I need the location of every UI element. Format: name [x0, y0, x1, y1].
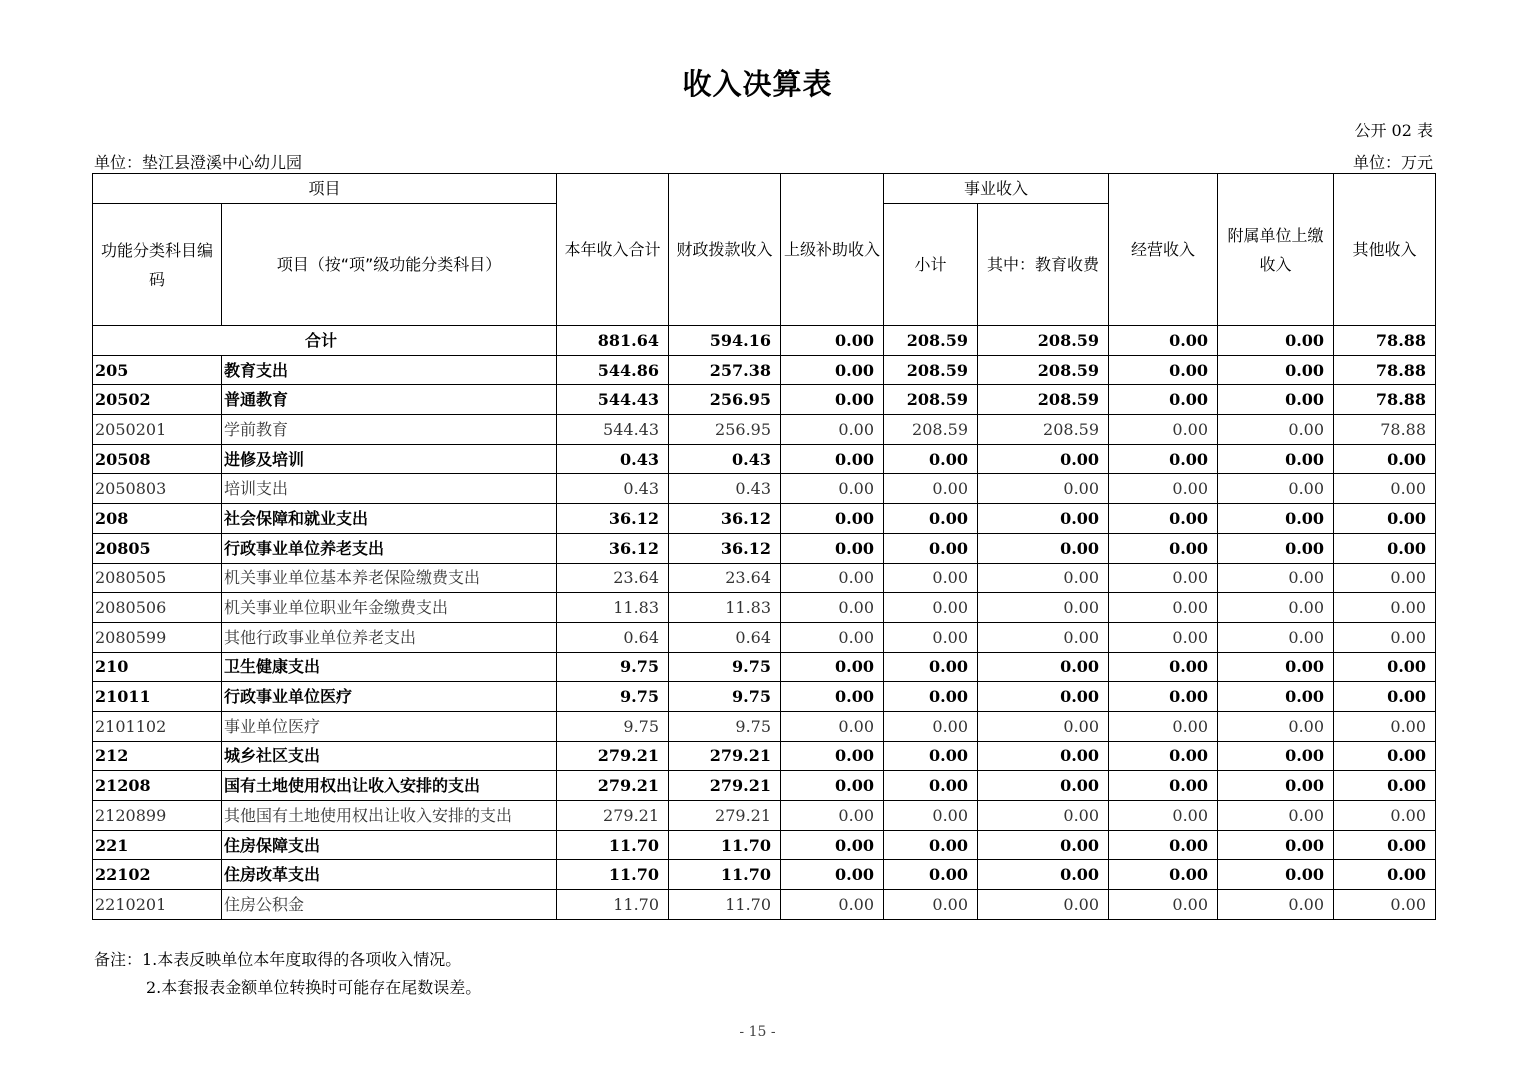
item-name-cell: 行政事业单位养老支出: [222, 533, 557, 563]
amount-cell: 279.21: [557, 741, 669, 771]
amount-cell: 0.00: [1334, 563, 1436, 593]
amount-cell: 0.00: [1334, 890, 1436, 920]
amount-cell: 544.43: [557, 385, 669, 415]
amount-cell: 0.00: [781, 860, 884, 890]
amount-cell: 0.00: [884, 504, 978, 534]
amount-cell: 0.00: [1218, 860, 1334, 890]
table-row: [93, 890, 1436, 920]
money-unit: 单位：万元: [1352, 153, 1433, 172]
amount-cell: 0.00: [1218, 533, 1334, 563]
amount-cell: 0.00: [1218, 830, 1334, 860]
amount-cell: 0.00: [978, 444, 1109, 474]
amount-cell: 0.00: [884, 652, 978, 682]
amount-cell: 0.00: [781, 652, 884, 682]
amount-cell: 0.00: [1218, 444, 1334, 474]
amount-cell: 0.00: [781, 563, 884, 593]
amount-cell: 0.00: [978, 830, 1109, 860]
header-project: 项目: [93, 174, 557, 204]
amount-cell: 0.00: [1218, 474, 1334, 504]
amount-cell: 0.00: [884, 593, 978, 623]
amount-cell: 11.83: [669, 593, 781, 623]
function-code-cell: 2080506: [93, 593, 222, 623]
item-name-cell: 机关事业单位职业年金缴费支出: [222, 593, 557, 623]
amount-cell: 279.21: [557, 801, 669, 831]
amount-cell: 0.00: [1109, 890, 1218, 920]
amount-cell: 0.00: [884, 830, 978, 860]
amount-cell: 208.59: [978, 385, 1109, 415]
amount-cell: 0.00: [1109, 533, 1218, 563]
amount-cell: 9.75: [557, 711, 669, 741]
amount-cell: 0.00: [1109, 622, 1218, 652]
amount-cell: 208.59: [978, 415, 1109, 445]
function-code-cell: 208: [93, 504, 222, 534]
amount-cell: 0.00: [1109, 860, 1218, 890]
amount-cell: 0.00: [1218, 652, 1334, 682]
amount-cell: 0.00: [1109, 771, 1218, 801]
note-line-1: 备注：1.本表反映单位本年度取得的各项收入情况。: [94, 950, 462, 969]
amount-cell: 0.00: [1334, 474, 1436, 504]
function-code-cell: 20502: [93, 385, 222, 415]
header-total-income: 本年收入合计: [557, 174, 669, 326]
table-row: [93, 801, 1436, 831]
amount-cell: 0.00: [1218, 801, 1334, 831]
amount-cell: 0.00: [1218, 355, 1334, 385]
item-name-cell: 国有土地使用权出让收入安排的支出: [222, 771, 557, 801]
amount-cell: 0.00: [781, 771, 884, 801]
amount-cell: 0.00: [1218, 711, 1334, 741]
amount-cell: 0.00: [781, 415, 884, 445]
note-line-2: 2.本套报表金额单位转换时可能存在尾数误差。: [146, 978, 482, 997]
item-name-cell: 事业单位医疗: [222, 711, 557, 741]
item-name-cell: 行政事业单位医疗: [222, 682, 557, 712]
amount-cell: 0.00: [978, 474, 1109, 504]
amount-cell: 0.00: [1109, 504, 1218, 534]
item-name-cell: 机关事业单位基本养老保险缴费支出: [222, 563, 557, 593]
amount-cell: 0.00: [978, 563, 1109, 593]
amount-cell: 0.00: [781, 682, 884, 712]
header-operating-income: 经营收入: [1109, 174, 1218, 326]
function-code-cell: 2210201: [93, 890, 222, 920]
header-subtotal: 小计: [884, 204, 978, 326]
total-cell: 208.59: [978, 326, 1109, 356]
total-cell: 881.64: [557, 326, 669, 356]
total-cell: 0.00: [781, 326, 884, 356]
item-name-cell: 进修及培训: [222, 444, 557, 474]
function-code-cell: 2080599: [93, 622, 222, 652]
amount-cell: 0.00: [884, 771, 978, 801]
header-education-fee: 其中：教育收费: [978, 204, 1109, 326]
table-row: [93, 860, 1436, 890]
amount-cell: 0.00: [1109, 474, 1218, 504]
table-row: [93, 711, 1436, 741]
header-other-income: 其他收入: [1334, 174, 1436, 326]
header-fiscal-appropriation: 财政拨款收入: [669, 174, 781, 326]
amount-cell: 36.12: [669, 504, 781, 534]
amount-cell: 544.86: [557, 355, 669, 385]
amount-cell: 9.75: [557, 682, 669, 712]
amount-cell: 0.00: [781, 890, 884, 920]
function-code-cell: 210: [93, 652, 222, 682]
amount-cell: 208.59: [884, 415, 978, 445]
table-row: [93, 385, 1436, 415]
amount-cell: 0.00: [781, 741, 884, 771]
function-code-cell: 2120899: [93, 801, 222, 831]
item-name-cell: 学前教育: [222, 415, 557, 445]
amount-cell: 0.00: [1109, 711, 1218, 741]
item-name-cell: 教育支出: [222, 355, 557, 385]
amount-cell: 0.43: [669, 444, 781, 474]
amount-cell: 0.00: [1218, 563, 1334, 593]
amount-cell: 23.64: [669, 563, 781, 593]
total-row: [93, 326, 1436, 356]
item-name-cell: 其他国有土地使用权出让收入安排的支出: [222, 801, 557, 831]
amount-cell: 0.00: [1334, 593, 1436, 623]
item-name-cell: 住房改革支出: [222, 860, 557, 890]
amount-cell: 0.00: [1109, 741, 1218, 771]
amount-cell: 0.00: [1218, 504, 1334, 534]
amount-cell: 208.59: [884, 355, 978, 385]
amount-cell: 0.00: [884, 741, 978, 771]
page-title: 收入决算表: [682, 67, 833, 101]
amount-cell: 0.00: [978, 533, 1109, 563]
amount-cell: 0.00: [1218, 385, 1334, 415]
amount-cell: 0.00: [884, 860, 978, 890]
amount-cell: 0.00: [1334, 711, 1436, 741]
item-name-cell: 其他行政事业单位养老支出: [222, 622, 557, 652]
amount-cell: 36.12: [669, 533, 781, 563]
table-row: [93, 563, 1436, 593]
amount-cell: 208.59: [884, 385, 978, 415]
page-number: - 15 -: [739, 1024, 776, 1040]
amount-cell: 0.00: [781, 355, 884, 385]
table-row: [93, 652, 1436, 682]
amount-cell: 0.00: [781, 385, 884, 415]
table-row: [93, 622, 1436, 652]
function-code-cell: 22102: [93, 860, 222, 890]
notes: [94, 946, 481, 1002]
income-statement-table: [92, 173, 1436, 920]
amount-cell: 36.12: [557, 504, 669, 534]
amount-cell: 11.70: [557, 890, 669, 920]
function-code-cell: 2050803: [93, 474, 222, 504]
amount-cell: 9.75: [669, 682, 781, 712]
amount-cell: 0.00: [1334, 801, 1436, 831]
function-code-cell: 21011: [93, 682, 222, 712]
item-name-cell: 社会保障和就业支出: [222, 504, 557, 534]
item-name-cell: 城乡社区支出: [222, 741, 557, 771]
amount-cell: 0.00: [1109, 682, 1218, 712]
amount-cell: 0.64: [669, 622, 781, 652]
function-code-cell: 2080505: [93, 563, 222, 593]
table-row: [93, 771, 1436, 801]
amount-cell: 0.00: [978, 771, 1109, 801]
item-name-cell: 普通教育: [222, 385, 557, 415]
amount-cell: 0.00: [1109, 563, 1218, 593]
item-name-cell: 卫生健康支出: [222, 652, 557, 682]
amount-cell: 544.43: [557, 415, 669, 445]
amount-cell: 0.00: [978, 593, 1109, 623]
amount-cell: 208.59: [978, 355, 1109, 385]
amount-cell: 0.00: [1109, 444, 1218, 474]
amount-cell: 279.21: [669, 801, 781, 831]
amount-cell: 0.00: [1218, 741, 1334, 771]
item-name-cell: 培训支出: [222, 474, 557, 504]
total-cell: 0.00: [1109, 326, 1218, 356]
amount-cell: 0.00: [1334, 682, 1436, 712]
total-label: 合计: [93, 326, 557, 356]
amount-cell: 0.00: [1109, 385, 1218, 415]
amount-cell: 257.38: [669, 355, 781, 385]
table-row: [93, 682, 1436, 712]
amount-cell: 0.00: [978, 504, 1109, 534]
total-cell: 208.59: [884, 326, 978, 356]
function-code-cell: 2101102: [93, 711, 222, 741]
table-row: [93, 474, 1436, 504]
total-cell: 78.88: [1334, 326, 1436, 356]
amount-cell: 11.70: [557, 860, 669, 890]
amount-cell: 0.00: [884, 563, 978, 593]
amount-cell: 11.70: [557, 830, 669, 860]
amount-cell: 0.00: [978, 622, 1109, 652]
amount-cell: 0.00: [781, 830, 884, 860]
amount-cell: 78.88: [1334, 415, 1436, 445]
amount-cell: 23.64: [557, 563, 669, 593]
header-superior-subsidy: 上级补助收入: [781, 174, 884, 326]
header-item-name: 项目（按“项”级功能分类科目）: [222, 204, 557, 326]
amount-cell: 0.00: [978, 652, 1109, 682]
function-code-cell: 212: [93, 741, 222, 771]
function-code-cell: 2050201: [93, 415, 222, 445]
function-code-cell: 20805: [93, 533, 222, 563]
amount-cell: 279.21: [669, 741, 781, 771]
amount-cell: 0.00: [884, 474, 978, 504]
amount-cell: 0.00: [978, 890, 1109, 920]
amount-cell: 0.43: [669, 474, 781, 504]
amount-cell: 9.75: [557, 652, 669, 682]
amount-cell: 0.00: [978, 711, 1109, 741]
header-business-income: 事业收入: [884, 174, 1109, 204]
total-cell: 0.00: [1218, 326, 1334, 356]
table-row: [93, 830, 1436, 860]
amount-cell: 279.21: [669, 771, 781, 801]
amount-cell: 0.00: [884, 533, 978, 563]
amount-cell: 0.00: [978, 801, 1109, 831]
amount-cell: 0.00: [884, 890, 978, 920]
amount-cell: 0.00: [1218, 771, 1334, 801]
amount-cell: 0.00: [1109, 415, 1218, 445]
function-code-cell: 21208: [93, 771, 222, 801]
amount-cell: 0.00: [1109, 593, 1218, 623]
amount-cell: 0.00: [1334, 652, 1436, 682]
function-code-cell: 20508: [93, 444, 222, 474]
amount-cell: 0.00: [1218, 593, 1334, 623]
header-affiliated-income: 附属单位上缴收入: [1218, 174, 1334, 326]
total-cell: 594.16: [669, 326, 781, 356]
form-number: 公开 02 表: [1354, 121, 1433, 140]
amount-cell: 0.43: [557, 474, 669, 504]
amount-cell: 0.00: [1334, 504, 1436, 534]
amount-cell: 11.70: [669, 830, 781, 860]
amount-cell: 0.00: [1109, 830, 1218, 860]
amount-cell: 9.75: [669, 711, 781, 741]
amount-cell: 0.00: [781, 593, 884, 623]
amount-cell: 0.00: [781, 801, 884, 831]
amount-cell: 36.12: [557, 533, 669, 563]
table-row: [93, 504, 1436, 534]
amount-cell: 0.64: [557, 622, 669, 652]
organization-unit: 单位：垫江县澄溪中心幼儿园: [94, 153, 303, 172]
amount-cell: 0.00: [1334, 771, 1436, 801]
amount-cell: 0.00: [1334, 860, 1436, 890]
amount-cell: 0.00: [781, 622, 884, 652]
amount-cell: 0.00: [1334, 830, 1436, 860]
header-function-code: 功能分类科目编码: [93, 204, 222, 326]
amount-cell: 0.00: [1218, 415, 1334, 445]
amount-cell: 0.00: [1218, 682, 1334, 712]
table-row: [93, 355, 1436, 385]
amount-cell: 0.00: [978, 860, 1109, 890]
amount-cell: 0.00: [781, 474, 884, 504]
amount-cell: 279.21: [557, 771, 669, 801]
table-row: [93, 444, 1436, 474]
function-code-cell: 205: [93, 355, 222, 385]
table-row: [93, 533, 1436, 563]
amount-cell: 11.70: [669, 890, 781, 920]
amount-cell: 0.00: [978, 741, 1109, 771]
amount-cell: 0.00: [1334, 444, 1436, 474]
amount-cell: 11.70: [669, 860, 781, 890]
amount-cell: 0.43: [557, 444, 669, 474]
amount-cell: 0.00: [1109, 652, 1218, 682]
amount-cell: 256.95: [669, 415, 781, 445]
amount-cell: 0.00: [781, 504, 884, 534]
amount-cell: 0.00: [1218, 890, 1334, 920]
table-row: [93, 415, 1436, 445]
amount-cell: 0.00: [1218, 622, 1334, 652]
amount-cell: 0.00: [1109, 801, 1218, 831]
amount-cell: 0.00: [884, 682, 978, 712]
function-code-cell: 221: [93, 830, 222, 860]
amount-cell: 0.00: [781, 711, 884, 741]
amount-cell: 11.83: [557, 593, 669, 623]
amount-cell: 0.00: [1334, 741, 1436, 771]
amount-cell: 0.00: [1109, 355, 1218, 385]
amount-cell: 0.00: [781, 533, 884, 563]
amount-cell: 0.00: [1334, 622, 1436, 652]
amount-cell: 0.00: [884, 444, 978, 474]
amount-cell: 9.75: [669, 652, 781, 682]
amount-cell: 0.00: [1334, 533, 1436, 563]
amount-cell: 0.00: [884, 711, 978, 741]
table-row: [93, 741, 1436, 771]
amount-cell: 0.00: [781, 444, 884, 474]
item-name-cell: 住房公积金: [222, 890, 557, 920]
amount-cell: 256.95: [669, 385, 781, 415]
amount-cell: 0.00: [884, 622, 978, 652]
item-name-cell: 住房保障支出: [222, 830, 557, 860]
table-row: [93, 593, 1436, 623]
amount-cell: 0.00: [884, 801, 978, 831]
amount-cell: 78.88: [1334, 385, 1436, 415]
amount-cell: 78.88: [1334, 355, 1436, 385]
amount-cell: 0.00: [978, 682, 1109, 712]
